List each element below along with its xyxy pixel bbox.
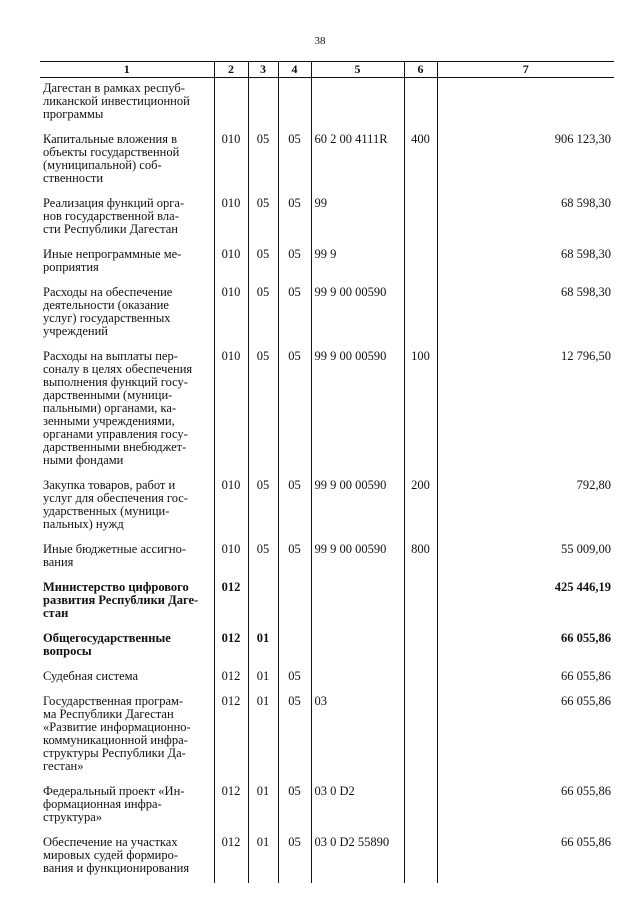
ministry-code: 010 (214, 475, 248, 539)
table-header-row (40, 62, 614, 78)
row-description: Реализация функций орга- нов государственной вла- сти Республики Дагестан (43, 196, 185, 236)
row-description: Федеральный проект «Ин- формационная инфра- структура» (43, 784, 185, 824)
expense-type-code (404, 628, 437, 666)
section-code (248, 78, 278, 130)
target-article-code: 03 (311, 691, 404, 781)
ministry-code: 012 (214, 832, 248, 883)
column-header: 4 (278, 62, 311, 78)
subsection-code (278, 577, 311, 628)
row-description: Судебная система (43, 669, 139, 683)
target-article-code (311, 78, 404, 130)
expense-type-code (404, 244, 437, 282)
ministry-code: 010 (214, 244, 248, 282)
subsection-code: 05 (278, 129, 311, 193)
subsection-code: 05 (278, 346, 311, 475)
amount (437, 78, 614, 130)
table-row (40, 666, 614, 691)
table-row (40, 193, 614, 244)
column-header: 3 (248, 62, 278, 78)
section-code: 01 (248, 666, 278, 691)
section-code (248, 577, 278, 628)
row-description: Расходы на выплаты пер- соналу в целях обеспечения выполнения функций госу- дарственными (муници- пальными) органами, ка- зенными учреждениями, органами управления госу- дарственными внебюджет- ными фондами (43, 349, 193, 467)
ministry-code: 010 (214, 193, 248, 244)
subsection-code: 05 (278, 666, 311, 691)
column-header: 5 (311, 62, 404, 78)
table-row (40, 346, 614, 475)
expense-type-code: 200 (404, 475, 437, 539)
row-description: Закупка товаров, работ и услуг для обеспечения гос- ударственных (муници- пальных) нужд (43, 478, 188, 531)
row-description: Государственная програм- ма Республики Дагестан «Развитие информационно- коммуникационной инфра- структуры Республики Да- гестан» (43, 694, 191, 773)
target-article-code (311, 666, 404, 691)
amount: 66 055,86 (437, 781, 614, 832)
subsection-code: 05 (278, 193, 311, 244)
section-code: 05 (248, 346, 278, 475)
expense-type-code (404, 282, 437, 346)
section-code: 01 (248, 781, 278, 832)
column-header: 2 (214, 62, 248, 78)
table-row (40, 539, 614, 577)
table-row (40, 78, 614, 130)
expense-type-code (404, 577, 437, 628)
subsection-code (278, 78, 311, 130)
ministry-code: 012 (214, 628, 248, 666)
row-description: Дагестан в рамках респуб- ликанской инвестиционной программы (43, 81, 190, 121)
table-row (40, 832, 614, 883)
table-row (40, 244, 614, 282)
column-header: 1 (40, 62, 214, 78)
subsection-code: 05 (278, 691, 311, 781)
amount: 792,80 (437, 475, 614, 539)
budget-table (40, 61, 614, 883)
target-article-code: 03 0 D2 55890 (311, 832, 404, 883)
amount: 425 446,19 (437, 577, 614, 628)
ministry-code: 012 (214, 666, 248, 691)
subsection-code (278, 628, 311, 666)
column-header: 7 (437, 62, 614, 78)
page-number: 38 (314, 35, 326, 47)
ministry-code: 010 (214, 282, 248, 346)
amount: 68 598,30 (437, 244, 614, 282)
expense-type-code (404, 691, 437, 781)
row-description: Иные непрограммные ме- роприятия (43, 247, 182, 274)
table-row (40, 577, 614, 628)
row-description: Иные бюджетные ассигно- вания (43, 542, 187, 569)
table-row (40, 628, 614, 666)
expense-type-code (404, 78, 437, 130)
column-header: 6 (404, 62, 437, 78)
expense-type-code (404, 832, 437, 883)
row-description: Обеспечение на участках мировых судей формиро- вания и функционирования (43, 835, 190, 875)
target-article-code (311, 628, 404, 666)
subsection-code: 05 (278, 539, 311, 577)
table-row (40, 781, 614, 832)
row-description: Министерство цифрового развития Республики Даге- стан (43, 580, 199, 620)
ministry-code: 012 (214, 781, 248, 832)
ministry-code: 010 (214, 129, 248, 193)
amount: 68 598,30 (437, 282, 614, 346)
amount: 66 055,86 (437, 832, 614, 883)
target-article-code: 03 0 D2 (311, 781, 404, 832)
target-article-code: 99 9 00 00590 (311, 475, 404, 539)
section-code: 01 (248, 628, 278, 666)
section-code: 01 (248, 691, 278, 781)
table-row (40, 691, 614, 781)
amount: 12 796,50 (437, 346, 614, 475)
table-row (40, 475, 614, 539)
target-article-code: 99 9 00 00590 (311, 282, 404, 346)
target-article-code: 99 9 00 00590 (311, 539, 404, 577)
expense-type-code: 400 (404, 129, 437, 193)
section-code: 05 (248, 129, 278, 193)
amount: 55 009,00 (437, 539, 614, 577)
amount: 66 055,86 (437, 666, 614, 691)
target-article-code: 99 (311, 193, 404, 244)
subsection-code: 05 (278, 475, 311, 539)
subsection-code: 05 (278, 244, 311, 282)
section-code: 05 (248, 193, 278, 244)
amount: 66 055,86 (437, 628, 614, 666)
row-description: Общегосударственные вопросы (43, 631, 171, 658)
target-article-code: 99 9 (311, 244, 404, 282)
ministry-code: 012 (214, 577, 248, 628)
subsection-code: 05 (278, 781, 311, 832)
expense-type-code (404, 781, 437, 832)
ministry-code: 010 (214, 346, 248, 475)
expense-type-code: 100 (404, 346, 437, 475)
row-description: Расходы на обеспечение деятельности (оказание услуг) государственных учреждений (43, 285, 173, 338)
target-article-code: 99 9 00 00590 (311, 346, 404, 475)
section-code: 05 (248, 282, 278, 346)
target-article-code (311, 577, 404, 628)
row-description: Капитальные вложения в объекты государственной (муниципальной) соб- ственности (43, 132, 180, 185)
expense-type-code (404, 193, 437, 244)
amount: 906 123,30 (437, 129, 614, 193)
expense-type-code (404, 666, 437, 691)
expense-type-code: 800 (404, 539, 437, 577)
table-row (40, 129, 614, 193)
amount: 68 598,30 (437, 193, 614, 244)
section-code: 01 (248, 832, 278, 883)
table-row (40, 282, 614, 346)
target-article-code: 60 2 00 4111R (311, 129, 404, 193)
subsection-code: 05 (278, 832, 311, 883)
subsection-code: 05 (278, 282, 311, 346)
ministry-code: 010 (214, 539, 248, 577)
section-code: 05 (248, 539, 278, 577)
section-code: 05 (248, 475, 278, 539)
amount: 66 055,86 (437, 691, 614, 781)
section-code: 05 (248, 244, 278, 282)
ministry-code (214, 78, 248, 130)
ministry-code: 012 (214, 691, 248, 781)
